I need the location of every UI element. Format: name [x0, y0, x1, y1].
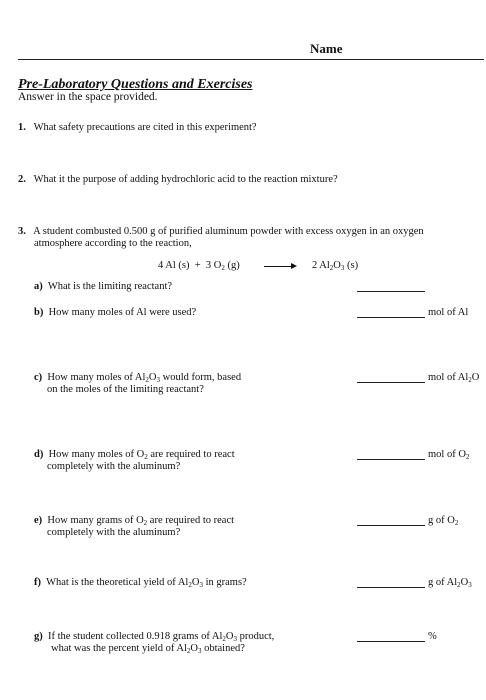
- eq-plus: +: [194, 260, 201, 271]
- unit-b: mol of Al: [428, 307, 469, 318]
- chemical-equation-rhs: [312, 260, 358, 271]
- question-number: 1.: [18, 122, 26, 133]
- eq-state: (s): [344, 260, 359, 271]
- unit-sub: 2: [468, 376, 472, 384]
- sub-text: What is the limiting reactant?: [47, 281, 173, 292]
- sub-text: O: [190, 643, 198, 654]
- question-1: [18, 122, 257, 133]
- question-number: 3.: [18, 226, 26, 237]
- subquestion-g-line2: [51, 643, 245, 654]
- chemical-equation-lhs: [158, 260, 240, 271]
- unit-d: [428, 449, 469, 460]
- unit-sub: 2: [454, 519, 459, 527]
- reaction-arrow-head: [291, 263, 297, 269]
- eq-state: (g): [224, 260, 240, 271]
- question-number: 2.: [18, 174, 26, 185]
- sub-letter: g): [34, 631, 43, 642]
- page-title: Pre-Laboratory Questions and Exercises: [18, 77, 253, 92]
- question-3-line2: atmosphere according to the reaction,: [34, 238, 192, 249]
- sub-letter: f): [34, 577, 41, 588]
- sub-text: would form, based: [160, 372, 242, 383]
- unit-sub: 3: [468, 581, 472, 589]
- answer-blank-g[interactable]: [357, 641, 425, 642]
- sub-sub: 2: [145, 376, 149, 384]
- subquestion-g: [34, 631, 274, 642]
- sub-letter: c): [34, 372, 43, 383]
- sub-sub: 2: [222, 635, 226, 643]
- sub-letter: d): [34, 449, 44, 460]
- eq-sub: 3: [340, 264, 345, 272]
- sub-sub: 2: [188, 581, 192, 589]
- sub-sub: 2: [144, 453, 148, 461]
- unit-sub: 2: [457, 581, 461, 589]
- unit-text: mol of Al: [428, 372, 469, 383]
- sub-text: How many moles of Al were used?: [48, 307, 197, 318]
- sub-text: How many grams of O: [47, 515, 144, 526]
- eq-sub: 2: [329, 264, 334, 272]
- answer-blank-a[interactable]: [357, 291, 425, 292]
- question-2: [18, 174, 338, 185]
- unit-text: O: [460, 577, 469, 588]
- eq-o: O: [333, 260, 341, 271]
- eq-sub: 2: [221, 264, 225, 272]
- unit-text: mol of O: [428, 449, 466, 460]
- sub-letter: e): [34, 515, 43, 526]
- unit-g: %: [428, 631, 437, 642]
- subquestion-a: [34, 281, 172, 292]
- sub-text: what was the percent yield of Al: [51, 643, 187, 654]
- instructions: Answer in the space provided.: [18, 91, 158, 103]
- sub-text: are required to react: [147, 515, 235, 526]
- sub-text: What is the theoretical yield of Al: [46, 577, 189, 588]
- subquestion-f: [34, 577, 247, 588]
- unit-text: O: [471, 372, 480, 383]
- sub-letter: a): [34, 281, 43, 292]
- subquestion-e: [34, 515, 234, 526]
- unit-text: g of Al: [428, 577, 458, 588]
- answer-blank-f[interactable]: [357, 587, 425, 588]
- subquestion-b: [34, 307, 196, 318]
- unit-text: g of O: [428, 515, 455, 526]
- answer-blank-e[interactable]: [357, 525, 425, 526]
- subquestion-e-line2: completely with the aluminum?: [47, 527, 181, 538]
- sub-sub: 2: [143, 519, 148, 527]
- sub-text: product,: [236, 631, 275, 642]
- sub-text: are required to react: [147, 449, 235, 460]
- sub-sub: 3: [233, 635, 237, 643]
- name-line: [18, 59, 484, 60]
- sub-text: If the student collected 0.918 grams of Al: [48, 631, 223, 642]
- sub-sub: 3: [197, 647, 202, 655]
- eq-o: 3 O: [205, 260, 222, 271]
- answer-blank-b[interactable]: [357, 317, 425, 318]
- question-text: What safety precautions are cited in this experiment?: [33, 122, 257, 133]
- eq-al: 2 Al: [312, 260, 330, 271]
- unit-c: [428, 372, 479, 383]
- sub-text: O: [225, 631, 234, 642]
- sub-sub: 2: [186, 647, 191, 655]
- subquestion-d-line2: completely with the aluminum?: [47, 461, 181, 472]
- sub-text: How many moles of O: [48, 449, 145, 460]
- subquestion-c: [34, 372, 241, 383]
- question-text-line1: A student combusted 0.500 g of purified aluminum powder with excess oxygen in an oxygen: [33, 226, 424, 237]
- sub-text: How many moles of Al: [47, 372, 146, 383]
- name-label: Name: [310, 41, 343, 56]
- unit-e: [428, 515, 458, 526]
- sub-text: O: [148, 372, 157, 383]
- sub-text: O: [191, 577, 200, 588]
- unit-sub: 2: [465, 453, 470, 461]
- eq-al: 4 Al (s): [158, 260, 190, 271]
- question-text: What it the purpose of adding hydrochloric acid to the reaction mixture?: [33, 174, 338, 185]
- question-3: [18, 226, 424, 237]
- unit-f: [428, 577, 472, 588]
- answer-blank-d[interactable]: [357, 459, 425, 460]
- sub-text: obtained?: [201, 643, 245, 654]
- answer-blank-c[interactable]: [357, 382, 425, 383]
- subquestion-d: [34, 449, 235, 460]
- subquestion-c-line2: on the moles of the limiting reactant?: [47, 384, 204, 395]
- sub-text: in grams?: [202, 577, 247, 588]
- sub-sub: 3: [199, 581, 203, 589]
- sub-sub: 3: [156, 376, 161, 384]
- sub-letter: b): [34, 307, 44, 318]
- reaction-arrow: [264, 266, 292, 267]
